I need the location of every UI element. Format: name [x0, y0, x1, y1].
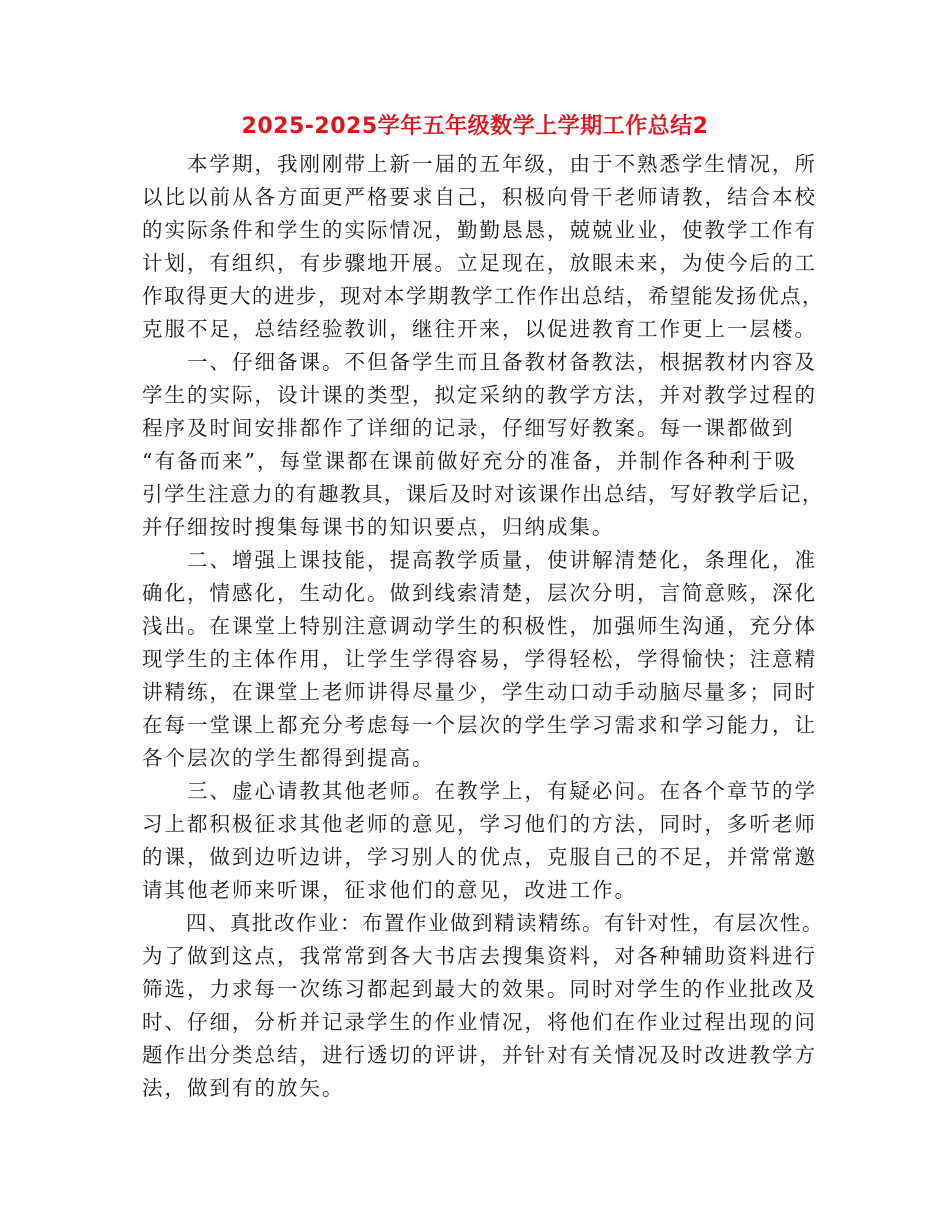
body-line: 各个层次的学生都得到提高。 — [142, 746, 435, 770]
body-line: 以比以前从各方面更严格要求自己，积极向骨干老师请教，结合本校 — [142, 185, 817, 209]
body-line: 本学期，我刚刚带上新一届的五年级，由于不熟悉学生情况，所 — [142, 152, 817, 176]
body-line: 的课，做到边听边讲，学习别人的优点，克服自己的不足，并常常邀 — [142, 845, 817, 869]
body-line: 四、真批改作业：布置作业做到精读精练。有针对性，有层次性。 — [142, 911, 824, 935]
body-line: 请其他老师来听课，征求他们的意见，改进工作。 — [142, 878, 637, 902]
body-line: 引学生注意力的有趣教具，课后及时对该课作出总结，写好教学后记， — [142, 482, 824, 506]
body-line: 三、虚心请教其他老师。在教学上，有疑必问。在各个章节的学 — [142, 779, 817, 803]
body-line: 习上都积极征求其他老师的意见，学习他们的方法，同时，多听老师 — [142, 812, 817, 836]
document-title: 2025-2025学年五年级数学上学期工作总结2 — [241, 114, 709, 139]
body-line: 确化，情感化，生动化。做到线索清楚，层次分明，言简意赅，深化 — [142, 581, 817, 605]
body-line: 计划，有组织，有步骤地开展。立足现在，放眼未来，为使今后的工 — [142, 251, 817, 275]
body-line: 一、仔细备课。不但备学生而且备教材备教法，根据教材内容及 — [142, 350, 817, 374]
body-line: 浅出。在课堂上特别注意调动学生的积极性，加强师生沟通，充分体 — [142, 614, 817, 638]
body-line: 克服不足，总结经验教训，继往开来，以促进教育工作更上一层楼。 — [142, 317, 817, 341]
body-line: 程序及时间安排都作了详细的记录，仔细写好教案。每一课都做到 — [142, 416, 795, 440]
body-line: 讲精练，在课堂上老师讲得尽量少，学生动口动手动脑尽量多；同时 — [142, 680, 817, 704]
body-line: “有备而来”，每堂课都在课前做好充分的准备，并制作各种利于吸 — [142, 449, 797, 473]
body-line: 在每一堂课上都充分考虑每一个层次的学生学习需求和学习能力，让 — [142, 713, 817, 737]
body-line: 为了做到这点，我常常到各大书店去搜集资料，对各种辅助资料进行 — [142, 944, 817, 968]
body-line: 法，做到有的放矢。 — [142, 1076, 345, 1100]
body-line: 现学生的主体作用，让学生学得容易，学得轻松，学得愉快；注意精 — [142, 647, 817, 671]
body-line: 学生的实际，设计课的类型，拟定采纳的教学方法，并对教学过程的 — [142, 383, 817, 407]
body-line: 时、仔细，分析并记录学生的作业情况，将他们在作业过程出现的问 — [142, 1010, 817, 1034]
body-line: 作取得更大的进步，现对本学期教学工作作出总结，希望能发扬优点， — [142, 284, 824, 308]
body-line: 筛选，力求每一次练习都起到最大的效果。同时对学生的作业批改及 — [142, 977, 817, 1001]
body-line: 二、增强上课技能，提高教学质量，使讲解清楚化，条理化，准 — [142, 548, 817, 572]
body-line: 的实际条件和学生的实际情况，勤勤恳恳，兢兢业业，使教学工作有 — [142, 218, 817, 242]
body-line: 并仔细按时搜集每课书的知识要点，归纳成集。 — [142, 515, 615, 539]
body-line: 题作出分类总结，进行透切的评讲，并针对有关情况及时改进教学方 — [142, 1043, 817, 1067]
